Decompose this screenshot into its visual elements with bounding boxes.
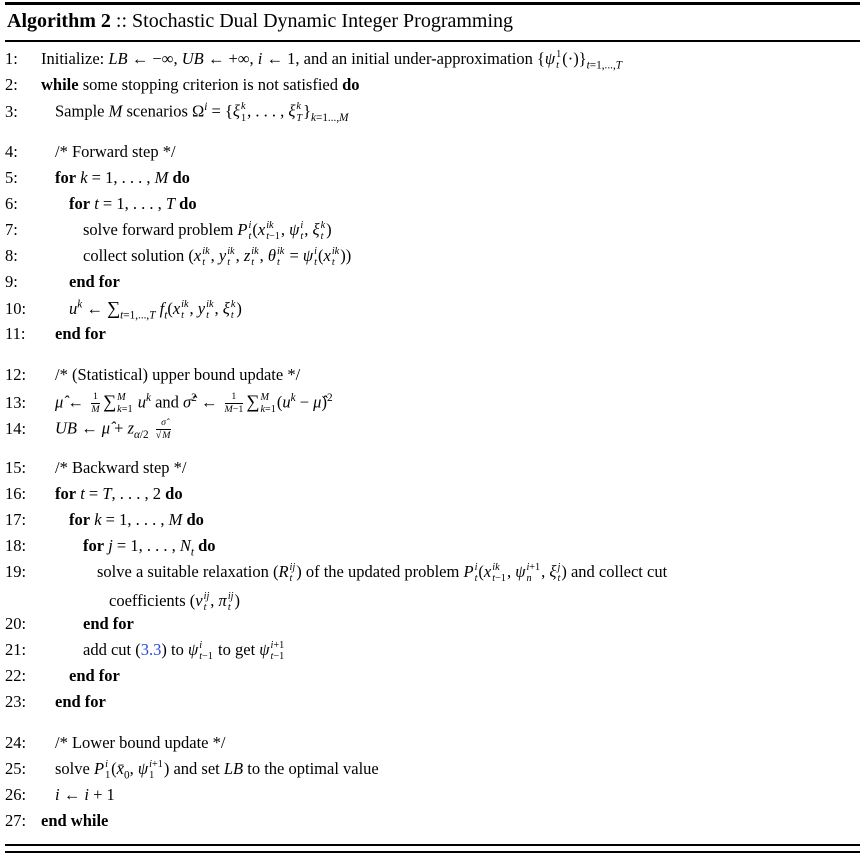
line-content: end for xyxy=(83,613,134,633)
line-number: 11: xyxy=(5,324,26,343)
algorithm-line xyxy=(5,168,860,194)
line-number: 12: xyxy=(5,365,27,384)
line-number: 17: xyxy=(5,510,27,529)
line-content: solve forward problem P i t (x ik t−1 , ψ i t , ξ k t ) xyxy=(83,220,332,243)
line-number: 5: xyxy=(5,168,18,187)
algorithm-line xyxy=(5,127,860,142)
line-number: 2: xyxy=(5,75,18,94)
line-content: i ← i + 1 xyxy=(55,784,115,804)
algorithm-line xyxy=(5,510,860,536)
line-number: 10: xyxy=(5,299,27,318)
line-number: 3: xyxy=(5,101,18,121)
line-content: end for xyxy=(69,665,120,685)
line-number: 20: xyxy=(5,613,27,633)
line-number: 25: xyxy=(5,759,27,779)
line-number: 23: xyxy=(5,691,27,711)
algorithm-line xyxy=(5,49,860,75)
algorithm-line xyxy=(5,443,860,458)
line-number: 16: xyxy=(5,484,27,503)
algorithm-line xyxy=(5,614,860,640)
line-content: for t = 1, . . . , T do xyxy=(69,194,197,213)
line-number: 6: xyxy=(5,194,18,213)
line-content: for k = 1, . . . , M do xyxy=(69,510,204,529)
bottom-rule xyxy=(5,844,860,846)
algorithm-line xyxy=(5,733,860,759)
line-number: 19: xyxy=(5,562,27,582)
line-number: 4: xyxy=(5,142,18,161)
algorithm-line xyxy=(5,718,860,733)
equation-ref[interactable]: 3.3 xyxy=(140,640,162,660)
line-content: solve P i 1 ($x̄_0$, ψ i+1 1 ) and set LB to the optimal value xyxy=(55,758,379,782)
line-content: /* Backward step */ xyxy=(55,458,187,477)
algorithm-line xyxy=(5,246,860,272)
line-number: 8: xyxy=(5,246,18,266)
line-content: for t = T, . . . , 2 do xyxy=(55,484,183,503)
algorithm-line xyxy=(5,811,860,837)
algorithm-header xyxy=(5,5,860,40)
line-number: 26: xyxy=(5,784,27,804)
line-content: end for xyxy=(69,272,120,291)
algorithm-line xyxy=(5,142,860,168)
line-number: 15: xyxy=(5,458,27,477)
line-content: collect solution (x ik t , y ik t , z ik t , θ ik t = ψ i t (x ik t )) xyxy=(83,246,352,269)
line-content: for j = 1, . . . , $N_t$ do xyxy=(83,536,216,559)
algorithm-line xyxy=(5,324,860,350)
line-number: 14: xyxy=(5,418,27,438)
line-number: 21: xyxy=(5,640,27,660)
line-number: 9: xyxy=(5,272,18,291)
line-content: solve a suitable relaxation (R ij t ) of the updated problem P i t (x ik t−1 , ψ i+1 n , ξ j t ) and collect cut coefficients (v ij t , π ij t ) xyxy=(97,562,668,614)
line-number: 18: xyxy=(5,536,27,555)
algorithm-line xyxy=(5,75,860,101)
line-content: for k = 1, . . . , M do xyxy=(55,168,190,187)
line-number: 7: xyxy=(5,220,18,240)
algorithm-line xyxy=(5,417,860,443)
line-content: /* (Statistical) upper bound update */ xyxy=(55,365,301,384)
line-content: Sample M scenarios $\Omega^i = \{\xi$ k 1 , . . . , ξ k T }$_{k=1...,M}$ xyxy=(55,101,349,124)
line-number: 27: xyxy=(5,810,27,830)
algorithm-line xyxy=(5,458,860,484)
algorithm-separator: :: xyxy=(115,10,128,32)
line-content: /* Forward step */ xyxy=(55,142,176,161)
line-content: while some stopping criterion is not satisfied do xyxy=(41,75,360,94)
line-content: μ̂ ← $\frac{1}{M}$ ∑ M k=1 $u^k$ and σ̂$^2$ ← $\frac{1}{M-1}$ ∑ M k=1 ($u^k$ − μ̂)$^2$ xyxy=(55,391,333,416)
algorithm-line xyxy=(5,272,860,298)
algorithm-line xyxy=(5,484,860,510)
algorithm-line xyxy=(5,350,860,365)
algorithm-line xyxy=(5,365,860,391)
line-content: end while xyxy=(41,810,109,830)
line-number: 1: xyxy=(5,49,18,69)
line-content: $u^k$ ← $\sum_{t=1,...,T}$ $f_t(x$ ik t , y ik t , ξ k t ) xyxy=(69,298,242,322)
algorithm-body xyxy=(5,42,860,842)
algorithm-line xyxy=(5,759,860,785)
line-number: 24: xyxy=(5,732,27,752)
algorithm-line xyxy=(5,562,860,614)
algorithm-line xyxy=(5,785,860,811)
line-content: add cut (3.3) to ψ i t−1 to get ψ i+1 t−1 xyxy=(83,639,285,663)
line-number: 22: xyxy=(5,665,27,685)
algorithm-title: Stochastic Dual Dynamic Integer Programming xyxy=(132,10,514,32)
bottom-rule-2 xyxy=(5,851,860,853)
line-content: UB ← μ̂ + $z_{\alpha/2}$ $\frac{\sigmâ}{√M}$ xyxy=(55,417,171,442)
algorithm-line xyxy=(5,298,860,324)
algorithm-line xyxy=(5,536,860,562)
line-content: /* Lower bound update */ xyxy=(55,732,226,752)
algorithm-line xyxy=(5,391,860,417)
line-content: Initialize: LB ← −∞, UB ← +∞, i ← 1, and an initial under-approximation {ψ 1 t $(\cdot)\}_{t=1,...,T}$ xyxy=(41,49,623,72)
algorithm-line xyxy=(5,220,860,246)
algorithm-line xyxy=(5,692,860,718)
algorithm-line xyxy=(5,640,860,666)
line-content: end for xyxy=(55,691,106,711)
algorithm-line xyxy=(5,666,860,692)
line-content: end for xyxy=(55,324,106,343)
algorithm-line xyxy=(5,194,860,220)
algorithm-line xyxy=(5,101,860,127)
line-number: 13: xyxy=(5,392,27,412)
algorithm-label: Algorithm 2 xyxy=(7,10,111,32)
